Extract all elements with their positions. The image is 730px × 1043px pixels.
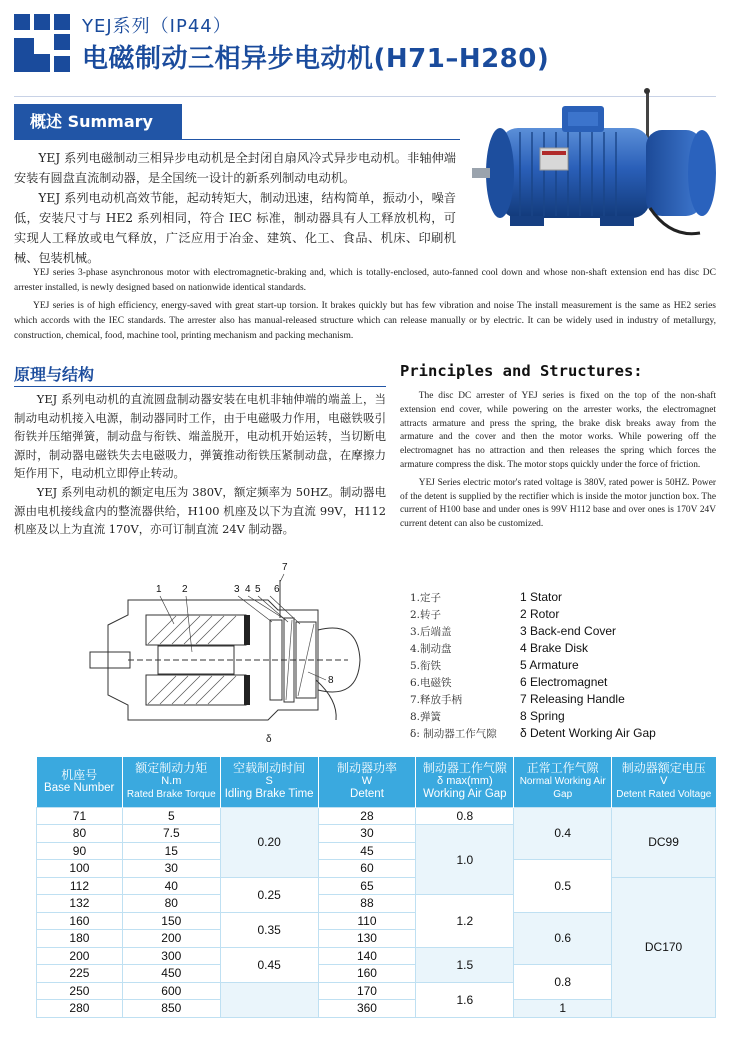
part-en-label: 2 Rotor bbox=[520, 607, 560, 621]
column-header: 正常工作气隙 Normal Working Air Gap bbox=[514, 757, 612, 807]
torque-cell: 300 bbox=[122, 947, 220, 965]
normal-gap-cell: 0.8 bbox=[514, 965, 612, 1000]
drawing-label: 1 bbox=[156, 584, 162, 595]
series-label: YEJ系列（IP44） bbox=[82, 16, 232, 37]
power-cell: 60 bbox=[318, 860, 416, 878]
principles-en-paragraph: The disc DC arrester of YEJ series is fixed on the top of the non-shaft extension end cover, while powering on the arrester works, the electromagnet attracts armature and press the spring, the brake disk breaks away from the armature and the cover and then the motor works. While powering off the electromagnet has no attraction and then releases the spring which forces the armature compress the disk. The motor stops quickly under the force of friction. bbox=[400, 391, 716, 470]
torque-cell: 450 bbox=[122, 965, 220, 983]
part-cn-label: 7.释放手柄 bbox=[410, 694, 463, 706]
part-cn-label: 8.弹簧 bbox=[410, 711, 442, 723]
power-cell: 28 bbox=[318, 807, 416, 825]
normal-gap-cell: 0.4 bbox=[514, 807, 612, 860]
power-cell: 65 bbox=[318, 877, 416, 895]
part-cn-label: 2.转子 bbox=[410, 609, 442, 621]
motor-cross-section-drawing bbox=[88, 560, 388, 750]
brand-logo-icon bbox=[14, 14, 70, 72]
summary-en-paragraph: YEJ series is of high efficiency, energy-saved with great start-up torsion. It brakes quickly but has few vibration and noise The install measurement is the same as HE2 series which accords with the IEC standards. The arrester also has manual-released structure which can release manually or by electric. It can be widely used in industry of metallurgy, construction, chemical, food, machine tool, printing mechanism and packing mechanism. bbox=[14, 301, 716, 341]
summary-chinese-text bbox=[14, 148, 456, 268]
power-cell: 88 bbox=[318, 895, 416, 913]
principles-en-paragraph: YEJ Series electric motor's rated voltage is 380V, rated power is 50HZ. Power of the detent is supplied by the rectifier which is inside the motor junction box. The current of H100 base and under ones is 99V H112 base and over ones is 170V 24V current detent can also be customized. bbox=[400, 477, 716, 530]
brake-time-cell: 0.45 bbox=[220, 947, 318, 982]
power-cell: 45 bbox=[318, 842, 416, 860]
table-row bbox=[37, 877, 716, 895]
base-cell: 80 bbox=[37, 825, 123, 843]
base-cell: 71 bbox=[37, 807, 123, 825]
part-en-label: δ Detent Working Air Gap bbox=[520, 726, 656, 740]
summary-section-tab: 概述 Summary bbox=[14, 104, 182, 140]
principles-underline bbox=[14, 386, 386, 387]
power-cell: 110 bbox=[318, 912, 416, 930]
torque-cell: 40 bbox=[122, 877, 220, 895]
column-header: 制动器功率 W Detent bbox=[318, 757, 416, 807]
spec-table bbox=[36, 757, 716, 1018]
base-cell: 225 bbox=[37, 965, 123, 983]
column-header: 机座号 Base Number bbox=[37, 757, 123, 807]
brake-time-cell: 0.35 bbox=[220, 912, 318, 947]
base-cell: 90 bbox=[37, 842, 123, 860]
table-header-row bbox=[37, 757, 716, 807]
principles-cn-paragraph: YEJ 系列电动机的直流圆盘制动器安装在电机非轴伸端的端盖上，当制动电动机接入电源，制动器同时工作，由于电磁吸力作用，电磁铁吸引衔铁并压缩弹簧，制动盘与衔铁、端盖脱开，电动机开始运转，当切断电源时，制动器电磁铁失去电磁吸力，弹簧推动衔铁压紧制动盘，在摩擦力矩作用下，电动机立即停止转动。 bbox=[14, 392, 386, 481]
torque-cell: 5 bbox=[122, 807, 220, 825]
power-cell: 170 bbox=[318, 982, 416, 1000]
page-title: 电磁制动三相异步电动机(H71–H280) bbox=[82, 44, 550, 74]
column-header: 额定制动力矩 N.m Rated Brake Torque bbox=[122, 757, 220, 807]
summary-underline bbox=[182, 139, 460, 140]
base-cell: 180 bbox=[37, 930, 123, 948]
power-cell: 130 bbox=[318, 930, 416, 948]
summary-cn-paragraph: YEJ 系列电磁制动三相异步电动机是全封闭自扇风冷式异步电动机。非轴伸端安装有圆盘直流制动器，是全国统一设计的新系列制动电动机。 bbox=[14, 151, 456, 185]
part-en-label: 3 Back-end Cover bbox=[520, 624, 617, 638]
voltage-cell: DC170 bbox=[612, 877, 716, 1017]
brake-time-cell: 0.20 bbox=[220, 807, 318, 877]
part-en-label: 8 Spring bbox=[520, 709, 565, 723]
max-gap-cell: 1.6 bbox=[416, 982, 514, 1017]
torque-cell: 7.5 bbox=[122, 825, 220, 843]
part-en-label: 6 Electromagnet bbox=[520, 675, 608, 689]
drawing-label: 5 bbox=[255, 584, 261, 595]
normal-gap-cell: 1 bbox=[514, 1000, 612, 1018]
base-cell: 250 bbox=[37, 982, 123, 1000]
principles-title-en: Principles and Structures: bbox=[400, 362, 643, 380]
summary-en-paragraph: YEJ series 3-phase asynchronous motor with electromagnetic-braking and, which is totally-enclosed, auto-fanned cool down and whose non-shaft extension end has disc DC arrester installed, is newly designed based on nationwide identical standards. bbox=[14, 268, 716, 293]
max-gap-cell: 1.2 bbox=[416, 895, 514, 948]
column-header: 制动器额定电压 V Detent Rated Voltage bbox=[612, 757, 716, 807]
table-row bbox=[37, 807, 716, 825]
base-cell: 160 bbox=[37, 912, 123, 930]
part-en-label: 5 Armature bbox=[520, 658, 579, 672]
torque-cell: 30 bbox=[122, 860, 220, 878]
base-cell: 100 bbox=[37, 860, 123, 878]
normal-gap-cell: 0.6 bbox=[514, 912, 612, 965]
power-cell: 160 bbox=[318, 965, 416, 983]
part-en-label: 1 Stator bbox=[520, 590, 563, 604]
torque-cell: 200 bbox=[122, 930, 220, 948]
part-cn-label: 3.后端盖 bbox=[410, 626, 452, 638]
drawing-label: 3 bbox=[234, 584, 240, 595]
drawing-label: 2 bbox=[182, 584, 188, 595]
part-cn-label: 5.衔铁 bbox=[410, 660, 442, 672]
summary-english-text bbox=[14, 266, 716, 347]
column-header: 空载制动时间 S Idling Brake Time bbox=[220, 757, 318, 807]
drawing-label: 4 bbox=[245, 584, 251, 595]
motor-photo bbox=[470, 88, 720, 248]
brake-time-cell: 0.25 bbox=[220, 877, 318, 912]
power-cell: 30 bbox=[318, 825, 416, 843]
max-gap-cell: 0.8 bbox=[416, 807, 514, 825]
column-header: 制动器工作气隙 δ max(mm) Working Air Gap bbox=[416, 757, 514, 807]
base-cell: 132 bbox=[37, 895, 123, 913]
max-gap-cell: 1.5 bbox=[416, 947, 514, 982]
part-cn-label: 4.制动盘 bbox=[410, 643, 452, 655]
drawing-label: 6 bbox=[274, 584, 280, 595]
torque-cell: 600 bbox=[122, 982, 220, 1000]
drawing-label: 7 bbox=[282, 562, 288, 573]
part-cn-label: 6.电磁铁 bbox=[410, 677, 452, 689]
principles-chinese-text bbox=[14, 390, 386, 539]
part-cn-label: δ: 制动器工作气隙 bbox=[410, 728, 497, 740]
base-cell: 280 bbox=[37, 1000, 123, 1018]
brake-time-cell bbox=[220, 982, 318, 1017]
torque-cell: 80 bbox=[122, 895, 220, 913]
part-en-label: 7 Releasing Handle bbox=[520, 692, 625, 706]
torque-cell: 850 bbox=[122, 1000, 220, 1018]
drawing-label: δ bbox=[266, 734, 272, 745]
summary-cn-paragraph: YEJ 系列电动机高效节能，起动转矩大，制动迅速，结构简单，振动小，噪音低，安装尺寸与 HE2 系列相同，符合 IEC 标准，制动器具有人工释放机构，可实现人工释放或电气释放，广泛应用于冶金、建筑、化工、食品、机床、印刷机械、包装机械。 bbox=[14, 191, 456, 265]
base-cell: 112 bbox=[37, 877, 123, 895]
principles-cn-paragraph: YEJ 系列电动机的额定电压为 380V，额定频率为 50HZ。制动器电源由电机接线盒内的整流器供给，H100 机座及以下为直流 99V，H112 机座及以上为直流 170V，亦可订制直流 24V 制动器。 bbox=[14, 484, 386, 537]
part-cn-label: 1.定子 bbox=[410, 592, 442, 604]
voltage-cell: DC99 bbox=[612, 807, 716, 877]
principles-english-text bbox=[400, 390, 716, 536]
part-en-label: 4 Brake Disk bbox=[520, 641, 589, 655]
normal-gap-cell: 0.5 bbox=[514, 860, 612, 913]
principles-title-cn: 原理与结构 bbox=[14, 365, 95, 384]
torque-cell: 150 bbox=[122, 912, 220, 930]
torque-cell: 15 bbox=[122, 842, 220, 860]
power-cell: 140 bbox=[318, 947, 416, 965]
power-cell: 360 bbox=[318, 1000, 416, 1018]
base-cell: 200 bbox=[37, 947, 123, 965]
drawing-label: 8 bbox=[328, 675, 334, 686]
max-gap-cell: 1.0 bbox=[416, 825, 514, 895]
